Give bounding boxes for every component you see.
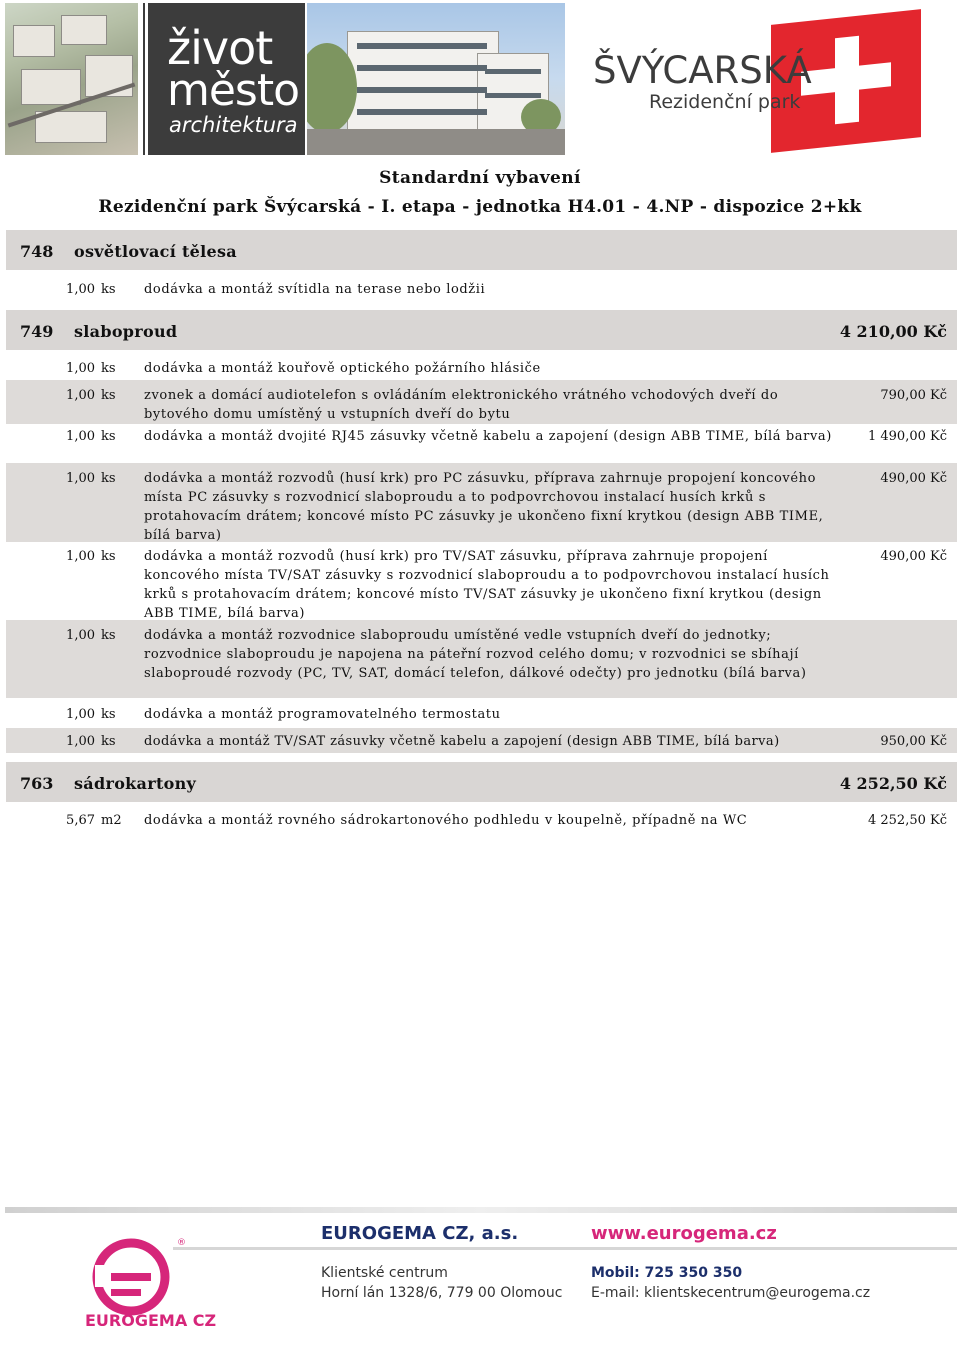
item-price: 4 252,50 Kč	[867, 813, 947, 828]
footer-banner	[5, 1207, 957, 1365]
item-quantity: 1,00	[66, 388, 95, 403]
item-unit: ks	[101, 429, 116, 444]
item-description: dodávka a montáž rozvodnice slaboproudu umístěné vedle vstupních dveří do jednotky; rozvodnice slaboproudu je napojena na páteřní rozvod celého domu; v rozvodnici se sbíhají slaboproudé rozvody (PC, TV, SAT, domácí telefon, dálkové odečty) pro jednotku (bílá barva)	[144, 628, 807, 681]
item-unit: ks	[101, 388, 116, 403]
item-quantity: 1,00	[66, 707, 95, 722]
item-price: 790,00 Kč	[880, 388, 947, 403]
svycarska-logo	[565, 3, 957, 155]
item-quantity: 1,00	[66, 471, 95, 486]
item-description: zvonek a domácí audiotelefon s ovládáním elektronického vrátného vchodových dveří do bytového domu umístěný u vstupních dveří do bytu	[144, 388, 779, 422]
item-description: dodávka a montáž rozvodů (husí krk) pro TV/SAT zásuvku, příprava zahrnuje propojení koncového místa TV/SAT zásuvky s rozvodnicí slaboproudu a to podpovrchovou instalací husích krků s protahovacím drátem; koncové místo TV/SAT zásuvky je ukončeno fixní krytkou (design ABB TIME, bílá barva)	[144, 549, 830, 621]
item-price: 490,00 Kč	[880, 471, 947, 486]
building-photo	[307, 3, 565, 155]
footer-company: EUROGEMA CZ, a.s.	[321, 1223, 519, 1244]
item-description: dodávka a montáž kouřově optického požárního hlásiče	[144, 361, 541, 376]
item-unit: ks	[101, 361, 116, 376]
footer-address: Horní lán 1328/6, 779 00 Olomouc	[321, 1285, 563, 1301]
section-header-763	[6, 762, 957, 802]
section-number: 748	[20, 242, 54, 261]
item-unit: ks	[101, 628, 116, 643]
footer-email: E-mail: klientskecentrum@eurogema.cz	[591, 1285, 871, 1301]
item-quantity: 1,00	[66, 549, 95, 564]
section-name: osvětlovací tělesa	[74, 242, 237, 261]
svg-text:®: ®	[177, 1238, 186, 1248]
item-description: dodávka a montáž dvojité RJ45 zásuvky včetně kabelu a zapojení (design ABB TIME, bílá barva)	[144, 429, 832, 444]
eurogema-logo-icon	[73, 1225, 213, 1355]
item-quantity: 1,00	[66, 282, 95, 297]
logo-line-1: život	[167, 21, 273, 75]
item-description: dodávka a montáž TV/SAT zásuvky včetně kabelu a zapojení (design ABB TIME, bílá barva)	[144, 734, 780, 749]
section-total: 4 210,00 Kč	[839, 322, 947, 341]
section-name: slaboproud	[74, 322, 178, 341]
document-subtitle: Rezidenční park Švýcarská - I. etapa - jednotka H4.01 - 4.NP - dispozice 2+kk	[98, 197, 862, 217]
item-description: dodávka a montáž svítidla na terase nebo lodžii	[144, 282, 486, 297]
item-quantity: 1,00	[66, 734, 95, 749]
item-quantity: 5,67	[66, 813, 95, 828]
item-unit: ks	[101, 471, 116, 486]
section-number: 763	[20, 774, 54, 793]
item-unit: m2	[101, 813, 122, 828]
document-title: Standardní vybavení	[379, 168, 581, 188]
logo-line-3: architektura	[169, 113, 298, 137]
item-unit: ks	[101, 282, 116, 297]
logo-line-2: město	[167, 65, 300, 116]
item-description: dodávka a montáž programovatelného termostatu	[144, 707, 501, 722]
logo-subtitle: Rezidenční park	[649, 91, 801, 113]
header-banner	[5, 3, 957, 155]
aerial-render-photo	[5, 3, 138, 155]
item-quantity: 1,00	[66, 628, 95, 643]
footer-website: www.eurogema.cz	[591, 1223, 777, 1244]
item-price: 490,00 Kč	[880, 549, 947, 564]
footer-center-label: Klientské centrum	[321, 1265, 448, 1281]
footer-logo-text: EUROGEMA CZ	[85, 1311, 217, 1330]
section-total: 4 252,50 Kč	[839, 774, 947, 793]
item-unit: ks	[101, 707, 116, 722]
section-number: 749	[20, 322, 54, 341]
item-price: 1 490,00 Kč	[867, 429, 947, 444]
item-price: 950,00 Kč	[880, 734, 947, 749]
section-name: sádrokartony	[74, 774, 197, 793]
item-description: dodávka a montáž rovného sádrokartonového podhledu v koupelně, případně na WC	[144, 813, 748, 828]
item-quantity: 1,00	[66, 429, 95, 444]
footer-mobile: Mobil: 725 350 350	[591, 1265, 743, 1281]
item-unit: ks	[101, 549, 116, 564]
zivot-mesto-logo	[143, 3, 305, 155]
section-header-749	[6, 310, 957, 350]
item-unit: ks	[101, 734, 116, 749]
item-quantity: 1,00	[66, 361, 95, 376]
section-header-748	[6, 230, 957, 270]
logo-title: ŠVÝCARSKÁ	[593, 49, 812, 92]
item-description: dodávka a montáž rozvodů (husí krk) pro PC zásuvku, příprava zahrnuje propojení koncového místa PC zásuvky s rozvodnicí slaboproudu a to podpovrchovou instalací husích krků s protahovacím drátem; koncové místo PC zásuvky je ukončeno fixní krytkou (design ABB TIME, bílá barva)	[144, 471, 824, 543]
